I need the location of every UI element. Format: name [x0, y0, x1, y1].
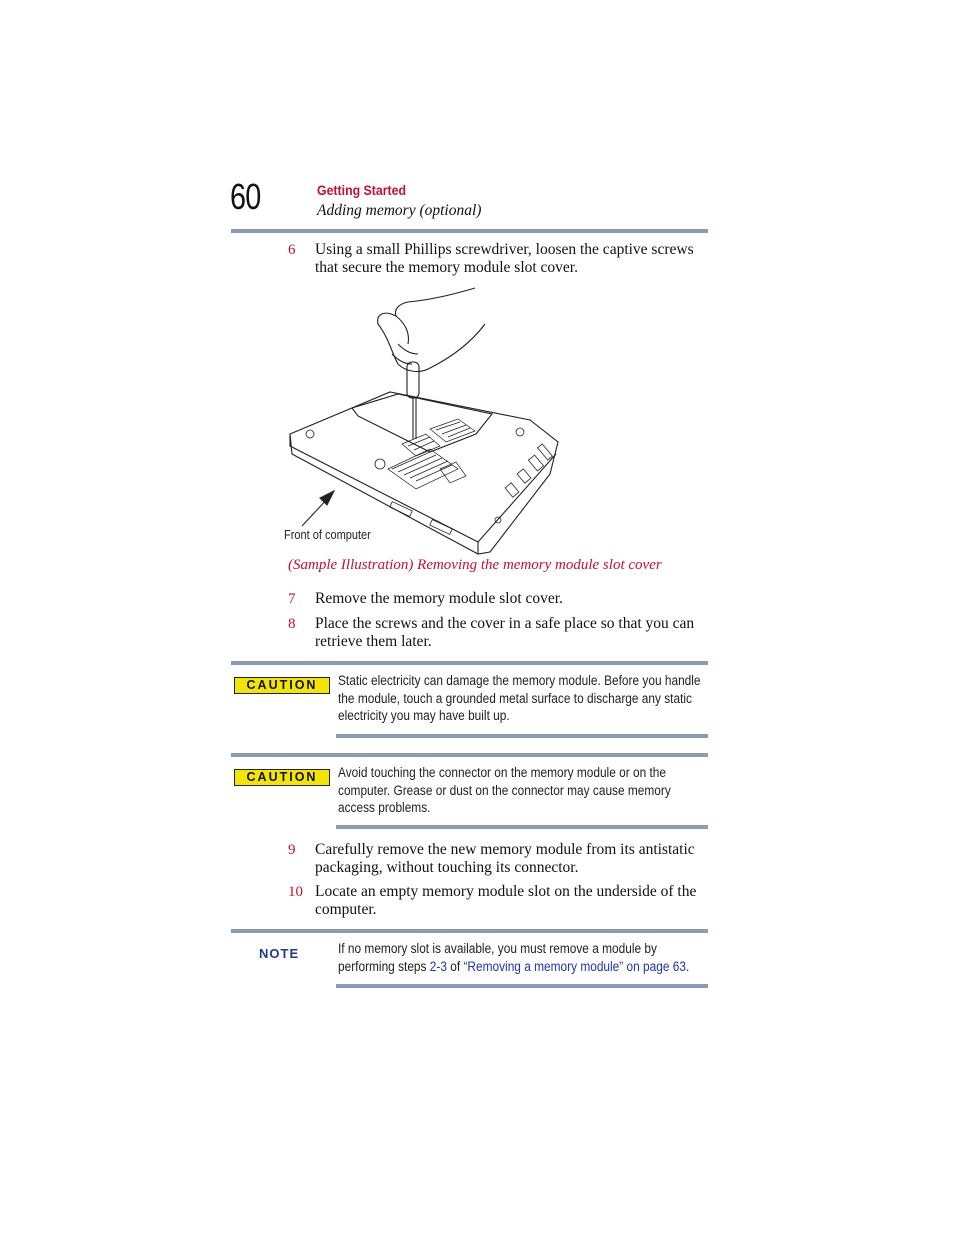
callout-arrow-head: [320, 491, 334, 505]
step-text: Remove the memory module slot cover.: [315, 590, 563, 607]
note-bottom-rule: [336, 984, 708, 988]
caution-text: Static electricity can damage the memory module. Before you handle the module, touch a grounded metal surface to discharge any static electricity you may have built up.: [338, 673, 701, 723]
note-top-rule: [231, 929, 708, 933]
front-of-computer-label: Front of computer: [284, 528, 371, 542]
screwdriver-handle: [407, 362, 419, 398]
note-text-part: .: [685, 958, 690, 974]
section-title: Getting Started: [317, 182, 406, 198]
step-text: Locate an empty memory module slot on the underside of the computer.: [315, 883, 697, 918]
subsection-title: Adding memory (optional): [317, 202, 482, 219]
step-text: Carefully remove the new memory module from its antistatic packaging, without touching its connector.: [315, 841, 695, 876]
note-badge: NOTE: [259, 946, 300, 961]
step-number: 7: [288, 591, 296, 607]
step-number: 8: [288, 616, 296, 632]
page-number: 60: [230, 176, 261, 217]
removing-memory-link[interactable]: “Removing a memory module” on page 63: [463, 958, 686, 974]
caution-top-rule: [231, 661, 708, 665]
steps-link[interactable]: 2-3: [429, 958, 447, 974]
step-text: Using a small Phillips screwdriver, loosen the captive screws that secure the memory module slot cover.: [315, 241, 694, 276]
caution-bottom-rule: [336, 734, 708, 738]
step-number: 10: [288, 884, 303, 900]
step-number: 9: [288, 842, 296, 858]
note-text-part: of: [446, 958, 464, 974]
laptop-illustration: [280, 284, 570, 556]
caution-top-rule: [231, 753, 708, 757]
step-text: Place the screws and the cover in a safe place so that you can retrieve them later.: [315, 615, 695, 650]
caution-text: Avoid touching the connector on the memory module or on the computer. Grease or dust on the connector may cause memory access problems.: [338, 765, 671, 815]
hand-outline: [378, 288, 485, 371]
caution-badge: CAUTION: [234, 677, 330, 694]
memory-cover: [352, 394, 492, 452]
caution-badge: CAUTION: [234, 769, 330, 786]
note-text: [338, 940, 708, 975]
header-rule: [231, 229, 708, 233]
figure-caption: (Sample Illustration) Removing the memory module slot cover: [288, 557, 662, 573]
step-number: 6: [288, 242, 296, 258]
caution-bottom-rule: [336, 825, 708, 829]
note-text-part: If no memory slot is available, you must remove a module by performing steps: [338, 941, 657, 974]
